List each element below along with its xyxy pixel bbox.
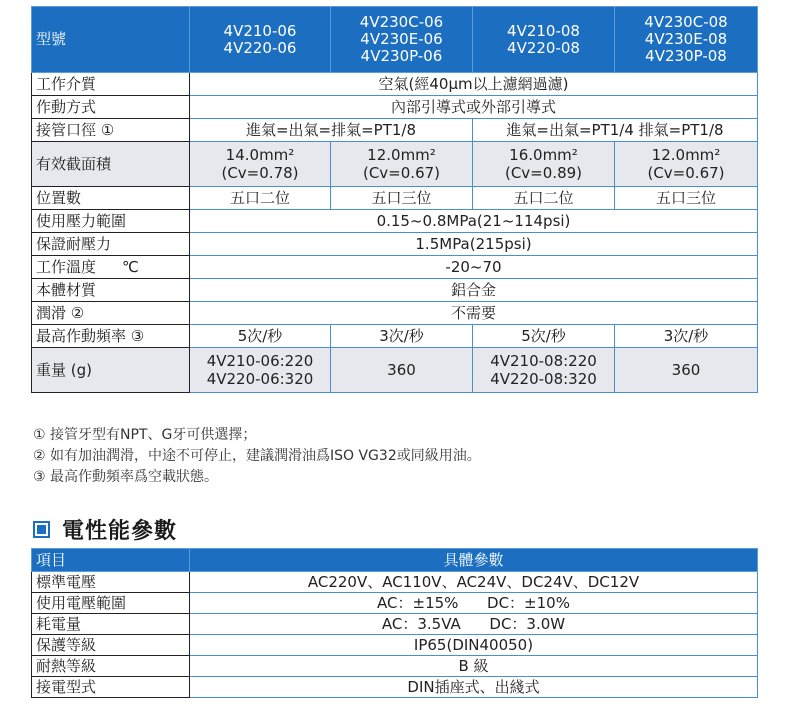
model-col-4: 4V230C-08 4V230E-08 4V230P-08 xyxy=(615,7,758,73)
square-bullet-icon xyxy=(33,521,50,538)
model-header-label: 型號 xyxy=(32,7,190,73)
row-port: 接管口徑 ① 進氣=出氣=排氣=PT1/8 進氣=出氣=PT1/4 排氣=PT1/8 xyxy=(32,119,758,142)
row-lubrication: 潤滑 ② 不需要 xyxy=(32,302,758,325)
notes xyxy=(33,425,481,488)
electrical-table xyxy=(31,548,758,698)
elec-row-power: 耗電量 AC：3.5VA DC：3.0W xyxy=(32,614,758,635)
model-col-2: 4V230C-06 4V230E-06 4V230P-06 xyxy=(331,7,473,73)
row-medium: 工作介質 空氣(經40μm以上濾網過濾) xyxy=(32,73,758,96)
model-col-1: 4V210-06 4V220-06 xyxy=(190,7,331,73)
row-frequency: 最高作動頻率 ③ 5次/秒 3次/秒 5次/秒 3次/秒 xyxy=(32,325,758,348)
electrical-section-title: 電性能參數 xyxy=(33,514,177,544)
elec-row-protection: 保護等級 IP65(DIN40050) xyxy=(32,635,758,656)
elec-row-voltage: 標準電壓 AC220V、AC110V、AC24V、DC24V、DC12V xyxy=(32,572,758,593)
elec-row-voltage-range: 使用電壓範圍 AC：±15% DC：±10% xyxy=(32,593,758,614)
row-operation: 作動方式 內部引導式或外部引導式 xyxy=(32,96,758,119)
row-pressure-range: 使用壓力範圍 0.15~0.8MPa(21~114psi) xyxy=(32,210,758,233)
row-effective-area: 有效截面積 14.0mm² (Cv=0.78) 12.0mm² (Cv=0.67) 16.0mm² (Cv=0.89) 12.0mm² (Cv=0.67) xyxy=(32,142,758,187)
elec-row-heat-class: 耐熱等級 B 級 xyxy=(32,656,758,677)
elec-row-connection: 接電型式 DIN插座式、出綫式 xyxy=(32,677,758,698)
row-proof-pressure: 保證耐壓力 1.5MPa(215psi) xyxy=(32,233,758,256)
params-header: 具體參數 xyxy=(190,549,758,572)
item-header: 項目 xyxy=(32,549,190,572)
row-temperature: 工作溫度 ℃ -20~70 xyxy=(32,256,758,279)
electrical-header-row xyxy=(32,549,758,572)
note-1: ① 接管牙型有NPT、G牙可供選擇； xyxy=(33,427,257,443)
row-material: 本體材質 鋁合金 xyxy=(32,279,758,302)
note-3: ③ 最高作動頻率爲空載狀態。 xyxy=(33,469,219,485)
spec-table xyxy=(31,6,758,393)
model-col-3: 4V210-08 4V220-08 xyxy=(473,7,615,73)
row-weight: 重量 (g) 4V210-06:220 4V220-06:320 360 4V210-08:220 4V220-08:320 360 xyxy=(32,348,758,393)
spec-header-row xyxy=(32,7,758,73)
row-position: 位置數 五口二位 五口三位 五口二位 五口三位 xyxy=(32,187,758,210)
note-2: ② 如有加油潤滑，中途不可停止，建議潤滑油爲ISO VG32或同級用油。 xyxy=(33,448,481,464)
